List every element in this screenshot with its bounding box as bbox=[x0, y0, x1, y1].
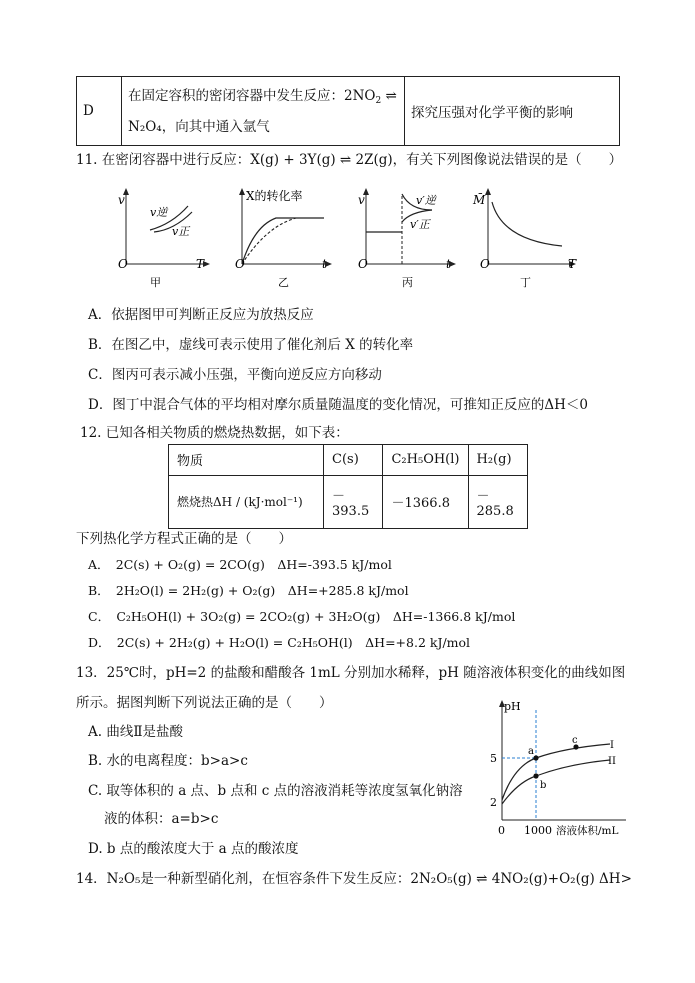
graph-jia bbox=[110, 186, 210, 290]
ph-tick-2: 2 bbox=[490, 796, 497, 809]
q12-option-a: A． 2C(s) + O₂(g) = 2CO(g) ΔH=-393.5 kJ/mol bbox=[88, 557, 392, 572]
jia-curve2: v正 bbox=[172, 225, 190, 238]
bing-origin: O bbox=[358, 257, 368, 271]
q11-option-d: D．图丁中混合气体的平均相对摩尔质量随温度的变化情况，可推知正反应的ΔH＜0 bbox=[88, 397, 588, 413]
bing-xlabel: t bbox=[446, 257, 451, 271]
graph-yi bbox=[232, 186, 336, 290]
header-carbon: C(s) bbox=[324, 445, 383, 476]
point-a-label: a bbox=[528, 746, 534, 757]
q13-option-d: D. b 点的酸浓度大于 a 点的酸浓度 bbox=[88, 841, 299, 857]
jia-ylabel: v bbox=[118, 193, 125, 207]
curve-2-label: II bbox=[608, 756, 616, 767]
ding-caption: 丁 bbox=[520, 276, 531, 289]
q11-option-a: A．依据图甲可判断正反应为放热反应 bbox=[88, 307, 314, 323]
q12-option-d: D． 2C(s) + 2H₂(g) + H₂O(l) = C₂H₅OH(l) ΔH=+8.2 kJ/mol bbox=[88, 635, 471, 650]
graph-ding bbox=[472, 186, 580, 290]
jia-caption: 甲 bbox=[150, 276, 161, 289]
yi-caption: 乙 bbox=[278, 276, 289, 289]
ph-tick-5: 5 bbox=[490, 752, 497, 765]
q12-option-b: B． 2H₂O(l) = 2H₂(g) + O₂(g) ΔH=+285.8 kJ/mol bbox=[88, 583, 409, 598]
ph-ylabel: pH bbox=[504, 700, 521, 713]
q11-option-c: C．图丙可表示减小压强，平衡向逆反应方向移动 bbox=[88, 367, 382, 383]
q14-stem: 14．N₂O₅是一种新型硝化剂，在恒容条件下发生反应：2N₂O₅(g) ⇌ 4NO₂(g)+O₂(g) ΔH> bbox=[76, 871, 632, 887]
ding-ylabel: M̄ bbox=[473, 193, 486, 207]
q12-option-c: C． C₂H₅OH(l) + 3O₂(g) = 2CO₂(g) + 3H₂O(g) ΔH=-1366.8 kJ/mol bbox=[88, 609, 516, 624]
bing-curve1: v′逆 bbox=[416, 194, 436, 207]
ding-origin: O bbox=[480, 257, 490, 271]
experiment-line1: 在固定容积的密闭容器中发生反应：2NO bbox=[128, 87, 376, 104]
q11-option-b: B．在图乙中，虚线可表示使用了催化剂后 X 的转化率 bbox=[88, 337, 414, 353]
combustion-table bbox=[168, 444, 528, 529]
q12-prompt: 下列热化学方程式正确的是（ ） bbox=[76, 531, 292, 547]
ph-origin: 0 bbox=[498, 824, 505, 837]
q13-option-b: B. 水的电离程度：b>a>c bbox=[88, 753, 248, 769]
jia-origin: O bbox=[118, 257, 128, 271]
q13-stem-line2: 所示。据图判断下列说法正确的是（ ） bbox=[76, 695, 333, 711]
experiment-cell: 在固定容积的密闭容器中发生反应：$2NO_2$ ⇌ N₂O₄，向其中通入氩气 bbox=[122, 77, 405, 146]
q11-stem: 11. 在密闭容器中进行反应：X(g) + 3Y(g) ⇌ 2Z(g)，有关下列图像说法错误的是（ ） bbox=[76, 152, 623, 168]
curve-1-label: I bbox=[610, 740, 614, 751]
bing-ylabel: v bbox=[358, 193, 365, 207]
header-hydrogen: H₂(g) bbox=[468, 445, 528, 476]
q13-stem-line1: 13．25℃时，pH=2 的盐酸和醋酸各 1mL 分别加水稀释，pH 随溶液体积变化的曲线如图 bbox=[76, 665, 626, 681]
header-ethanol: C₂H₅OH(l) bbox=[383, 445, 468, 476]
header-substance: 物质 bbox=[169, 445, 324, 476]
yi-xlabel: t bbox=[322, 257, 327, 271]
row-heat-label: 燃烧热ΔH / (kJ·mol⁻¹) bbox=[169, 475, 324, 528]
jia-curve1: v逆 bbox=[150, 206, 168, 219]
row-label: D bbox=[77, 77, 122, 146]
q13-option-c-cont: 液的体积：a=b>c bbox=[104, 811, 219, 827]
ding-xlabel: T bbox=[568, 257, 577, 271]
option-d-table bbox=[76, 76, 620, 146]
point-c-label: c bbox=[572, 735, 578, 746]
ph-dilution-graph bbox=[484, 696, 630, 840]
jia-xlabel: T bbox=[196, 257, 205, 271]
point-b-label: b bbox=[540, 780, 547, 791]
q13-option-c: C. 取等体积的 a 点、b 点和 c 点的溶液消耗等浓度氢氧化钠溶 bbox=[88, 783, 463, 799]
bing-caption: 丙 bbox=[402, 276, 413, 289]
bing-curve2: v′正 bbox=[410, 218, 430, 231]
q12-stem: 12. 已知各相关物质的燃烧热数据，如下表： bbox=[80, 425, 349, 441]
yi-title: X的转化率 bbox=[246, 189, 303, 203]
heat-hydrogen: －285.8 bbox=[468, 475, 528, 528]
ph-xlabel: 溶液体积/mL bbox=[556, 825, 619, 837]
yi-origin: O bbox=[235, 257, 245, 271]
purpose-cell: 探究压强对化学平衡的影响 bbox=[405, 77, 620, 146]
ph-x-tick: 1000 bbox=[524, 824, 552, 837]
q13-option-a: A. 曲线Ⅱ是盐酸 bbox=[88, 724, 184, 740]
experiment-line2: N₂O₄，向其中通入氩气 bbox=[128, 118, 270, 135]
heat-ethanol: －1366.8 bbox=[383, 475, 468, 528]
graph-bing bbox=[352, 186, 460, 290]
heat-carbon: －393.5 bbox=[324, 475, 383, 528]
